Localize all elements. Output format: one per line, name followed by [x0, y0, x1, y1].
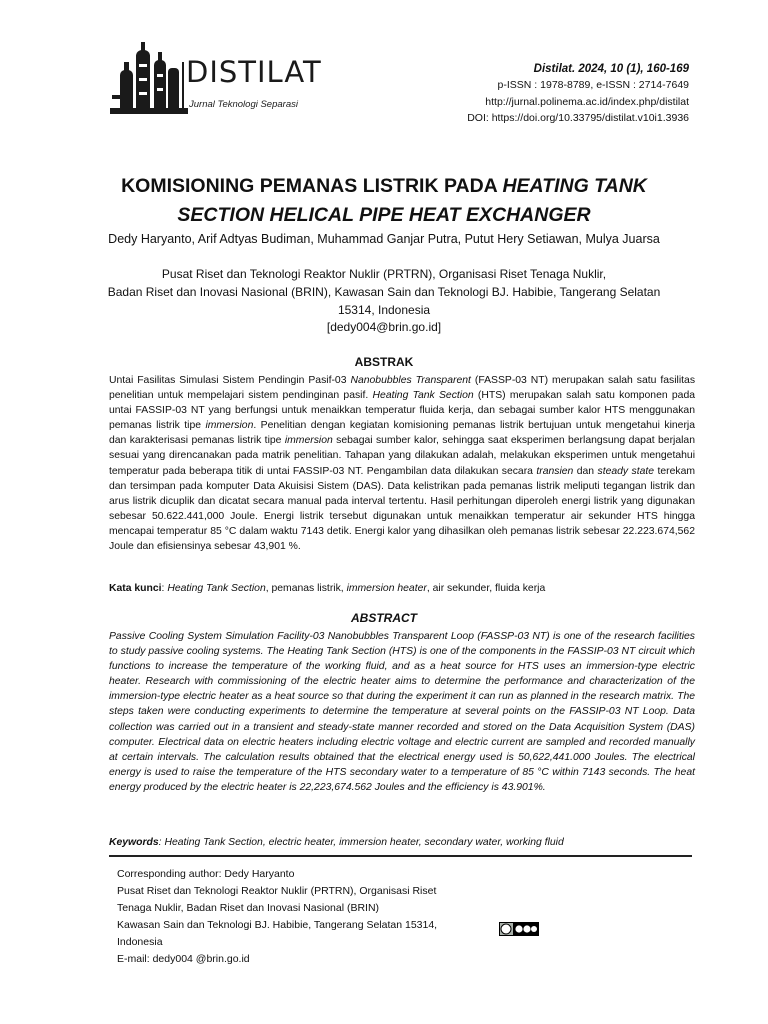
abstract-heading: ABSTRACT [351, 611, 417, 625]
journal-url[interactable]: http://jurnal.polinema.ac.id/index.php/distilat [485, 95, 689, 108]
doi[interactable]: DOI: https://doi.org/10.33795/distilat.v10i1.3936 [467, 111, 689, 124]
logo-subtitle: Jurnal Teknologi Separasi [189, 99, 298, 110]
affiliation-line2: Badan Riset dan Inovasi Nasional (BRIN), Kawasan Sain dan Teknologi BJ. Habibie, Tangerang Selatan [107, 284, 661, 299]
abstrak-body: Untai Fasilitas Simulasi Sistem Pendingin Pasif-03 Nanobubbles Transparent (FASSP-03 NT) merupakan salah satu fasilitas penelitian untuk mempelajari sistem pendinginan pasif. Heating Tank Section (HTS) merupakan salah satu komponen pada untai FASSIP-03 NT yang berfungsi untuk menaikkan temperatur fluida kerja, dan sebagai sumber kalor HTS menggunakan pemanas listrik tipe immersion. Penelitian dengan kegiatan komisioning pemanas listrik bertujuan untuk mengetahui kinerja dan karakterisasi pemanas listrik tipe immersion sebagai sumber kalor, sehingga saat eksperimen berlangsung dapat berjalan sesuai yang direncanakan pada matrik penelitian. Tahapan yang dilakukan adalah, melakukan eksperimen untuk mengetahui temperatur pada beberapa titik di untai FASSIP-03 NT. Pengambilan data dilakukan secara transien dan steady state terekam dan tersimpan pada komputer Data Akuisisi Sistem (DAS). Data kelistrikan pada pemanas listrik meliputi tegangan listrik dan arus listrik dicuplik dan dicatat secara manual pada interval tertentu. Hasil perhitungan diperoleh energi listrik yang digunakan sebesar 50.622.441,000 Joule. Energi listrik tersebut digunakan untuk menaikkan temperatur air sekunder HTS hingga mencapai temperatur 85 °C dalam waktu 7143 detik. Energi kalor yang dihasilkan oleh pemanas listrik sebesar 22.223.674,562 Joule dan efisiensinya sebesar 43,901 %. [109, 375, 696, 553]
abstract-body: Passive Cooling System Simulation Facility-03 Nanobubbles Transparent Loop (FASSP-03 NT) is one of the research facilities to study passive cooling systems. The Heating Tank Section (HTS) is one of the components in the FASSIP-03 NT circuit which functions to increase the temperature of the working fluid, and as a heat source for HTS uses an immersion-type electric heater. Research with commissioning of the electric heater aims to determine the performance and characterization of the immersion-type electric heater as a heat source so that during the experiment it can run as planned in the research matrix. The steps taken were conducting experiments to determine the temperature at several points on the FASSIP-03 NT Loop. Data collection was carried out in a transient and steady-state manner recorded and stored on the Data Acquisition System (DAS) computer. Electrical data on electric heaters including electric voltage and electric current are sampled and recorded manually at certain intervals. The calculation results obtained that the electrical energy used is 50,622,441.000 Joules. The electrical energy is used to raise the temperature of the HTS secondary water to a temperature of 85 °C within 7143 seconds. The heat energy produced by the electric heater is 22,223,674.562 Joules and the efficiency is 43.901%. [109, 631, 695, 793]
corr-line1: Corresponding author: Dedy Haryanto [117, 868, 295, 880]
title-part2: HEATING TANK SECTION HELICAL PIPE HEAT EXCHANGER [177, 175, 647, 226]
kata-kunci-label: Kata kunci [109, 583, 162, 594]
corr-line2: Pusat Riset dan Teknologi Reaktor Nuklir (PRTRN), Organisasi Riset [117, 885, 437, 897]
abstrak-heading: ABSTRAK [354, 355, 414, 369]
issn: p-ISSN : 1978-8789, e-ISSN : 2714-7649 [497, 79, 689, 92]
paper-title [100, 172, 668, 230]
divider [109, 855, 692, 857]
keywords [109, 835, 695, 850]
cc-license-icon[interactable] [499, 922, 539, 936]
corr-line5: Indonesia [117, 936, 163, 948]
affiliation [90, 266, 678, 337]
logo-title: DISTILAT [186, 55, 322, 89]
corr-line4: Kawasan Sain dan Teknologi BJ. Habibie, Tangerang Selatan 15314, [117, 919, 438, 931]
affiliation-line1: Pusat Riset dan Teknologi Reaktor Nuklir (PRTRN), Organisasi Riset Tenaga Nuklir, [161, 267, 607, 281]
keywords-text: : Heating Tank Section, electric heater, immersion heater, secondary water, working fluid [158, 837, 564, 848]
author-email: [dedy004@brin.go.id] [326, 320, 442, 335]
journal-meta [467, 61, 689, 126]
corr-email: E-mail: dedy004 @brin.go.id [117, 953, 250, 965]
journal-reference: Distilat. 2024, 10 (1), 160-169 [533, 63, 689, 75]
corresponding-author [117, 866, 487, 968]
kata-kunci: Kata kunci: Heating Tank Section, pemanas listrik, immersion heater, air sekunder, fluida kerja [109, 583, 546, 594]
corr-line3: Tenaga Nuklir, Badan Riset dan Inovasi Nasional (BRIN) [117, 902, 380, 914]
authors: Dedy Haryanto, Arif Adtyas Budiman, Muhammad Ganjar Putra, Putut Hery Setiawan, Mulya Juarsa [108, 232, 660, 246]
keywords-label: Keywords [109, 837, 159, 848]
title-part1: KOMISIONING PEMANAS LISTRIK PADA [121, 175, 503, 197]
affiliation-line3: 15314, Indonesia [337, 302, 431, 317]
